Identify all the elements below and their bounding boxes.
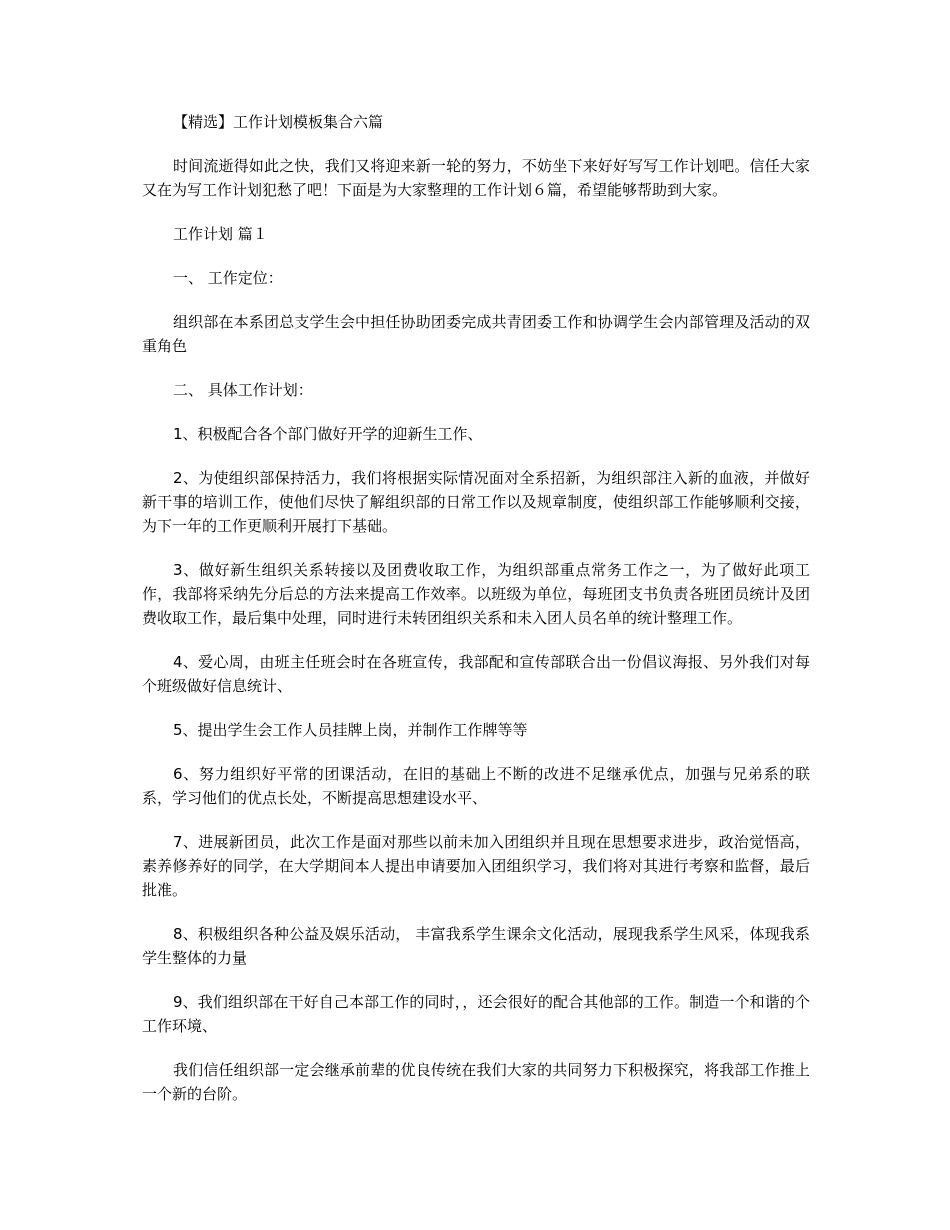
section-paragraph-1: 组织部在本系团总支学生会中担任协助团委完成共青团委工作和协调学生会内部管理及活动的双重角色 — [142, 313, 810, 355]
closing-paragraph: 我们信任组织部一定会继承前辈的优良传统在我们大家的共同努力下积极探究，将我部工作推上一个新的台阶。 — [142, 1061, 810, 1103]
plan-item-3: 3、做好新生组织关系转接以及团费收取工作，为组织部重点常务工作之一，为了做好此项工作，我部将采纳先分后总的方法来提高工作效率。以班级为单位，每班团支书负责各班团员统计及团费收取工作，最后集中处理，同时进行未转团组织关系和未入团人员名单的统计整理工作。 — [142, 561, 810, 627]
document-title: 【精选】工作计划模板集合六篇 — [173, 113, 384, 131]
section-heading-2: 二、 具体工作计划： — [173, 381, 313, 399]
plan-item-4: 4、爱心周，由班主任班会时在各班宣传，我部配和宣传部联合出一份倡议海报、另外我们对每个班级做好信息统计、 — [142, 653, 810, 695]
plan-item-2: 2、为使组织部保持活力，我们将根据实际情况面对全系招新，为组织部注入新的血液，并做好新干事的培训工作，使他们尽快了解组织部的日常工作以及规章制度，使组织部工作能够顺利交接，为下一年的工作更顺利开展打下基础。 — [142, 469, 810, 535]
plan-item-9: 9、我们组织部在干好自己本部工作的同时，，还会很好的配合其他部的工作。制造一个和谐的个工作环境、 — [142, 993, 810, 1035]
document-body — [142, 110, 810, 1126]
plan-item-7: 7、进展新团员，此次工作是面对那些以前未加入团组织并且现在思想要求进步，政治觉悟高，素养修养好的同学，在大学期间本人提出申请要加入团组织学习，我们将对其进行考察和监督，最后批准。 — [142, 833, 810, 899]
article-heading: 工作计划 篇１ — [173, 225, 268, 243]
plan-item-5: 5、提出学生会工作人员挂牌上岗，并制作工作牌等等 — [173, 721, 528, 739]
section-heading-1: 一、 工作定位： — [173, 269, 283, 287]
plan-item-6: 6、努力组织好平常的团课活动，在旧的基础上不断的改进不足继承优点，加强与兄弟系的联系，学习他们的优点长处，不断提高思想建设水平、 — [142, 765, 810, 807]
intro-paragraph: 时间流逝得如此之快，我们又将迎来新一轮的努力，不妨坐下来好好写写工作计划吧。信任大家又在为写工作计划犯愁了吧！下面是为大家整理的工作计划６篇，希望能够帮助到大家。 — [142, 157, 810, 199]
plan-item-1: 1、积极配合各个部门做好开学的迎新生工作、 — [173, 425, 483, 443]
plan-item-8: 8、积极组织各种公益及娱乐活动， 丰富我系学生课余文化活动，展现我系学生风采，体现我系学生整体的力量 — [142, 925, 810, 967]
